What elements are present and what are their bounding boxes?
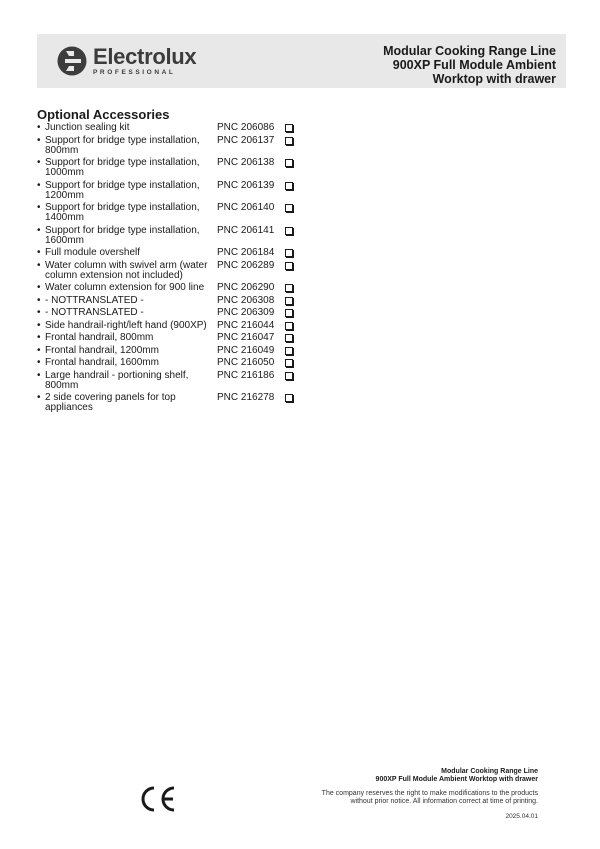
accessory-name: Support for bridge type installation, 1400mm <box>45 202 200 223</box>
checkbox-icon[interactable] <box>285 309 293 317</box>
section-title: Optional Accessories <box>37 107 170 122</box>
list-item <box>37 346 297 356</box>
accessory-pnc: PNC 206290 <box>217 282 275 293</box>
list-item <box>37 283 297 293</box>
title-line: 900XP Full Module Ambient <box>392 58 556 72</box>
list-item <box>37 181 297 201</box>
bullet-icon: • <box>37 179 41 191</box>
accessory-pnc: PNC 206289 <box>217 259 275 271</box>
checkbox-icon[interactable] <box>285 372 293 380</box>
checkbox-icon[interactable] <box>285 359 293 367</box>
list-item <box>37 261 297 281</box>
list-item <box>37 333 297 343</box>
accessory-pnc: PNC 206184 <box>217 247 275 258</box>
bullet-icon: • <box>37 294 41 306</box>
accessory-pnc: PNC 206137 <box>217 134 275 146</box>
accessory-pnc: PNC 206138 <box>217 157 275 168</box>
checkbox-icon[interactable] <box>285 204 293 212</box>
checkbox-icon[interactable] <box>285 124 293 132</box>
list-item <box>37 321 297 331</box>
accessory-name: Water column with swivel arm (water column extension not included) <box>45 259 208 281</box>
document-title <box>383 44 556 86</box>
footer-disclaimer <box>322 790 538 806</box>
title-line: Modular Cooking Range Line <box>383 44 556 58</box>
checkbox-icon[interactable] <box>285 394 293 402</box>
accessory-name: Full module overshelf <box>45 247 141 258</box>
bullet-icon: • <box>37 157 41 168</box>
accessory-name: Support for bridge type installation, 1200mm <box>45 179 200 201</box>
accessory-pnc: PNC 216047 <box>217 332 275 343</box>
electrolux-logo-icon <box>57 46 87 76</box>
accessory-pnc: PNC 206086 <box>217 122 275 133</box>
accessory-pnc: PNC 216050 <box>217 357 275 368</box>
list-item <box>37 136 297 156</box>
bullet-icon: • <box>37 259 41 271</box>
header-band <box>37 34 566 88</box>
accessory-pnc: PNC 216049 <box>217 344 275 356</box>
bullet-icon: • <box>37 357 41 368</box>
ce-mark-icon <box>138 785 178 813</box>
list-item <box>37 358 297 368</box>
accessory-name: Frontal handrail, 800mm <box>45 332 154 343</box>
checkbox-icon[interactable] <box>285 249 293 257</box>
accessory-name: - NOTTRANSLATED - <box>45 294 144 306</box>
bullet-icon: • <box>37 369 41 381</box>
bullet-icon: • <box>37 332 41 343</box>
accessory-name: Support for bridge type installation, 1000mm <box>45 157 200 178</box>
accessory-name: - NOTTRANSLATED - <box>45 307 144 318</box>
accessory-pnc: PNC 216278 <box>217 392 275 403</box>
list-item <box>37 371 297 391</box>
checkbox-icon[interactable] <box>285 322 293 330</box>
bullet-icon: • <box>37 122 41 133</box>
checkbox-icon[interactable] <box>285 137 293 145</box>
brand-subtitle: PROFESSIONAL <box>93 68 176 76</box>
accessory-pnc: PNC 216044 <box>217 319 275 331</box>
list-item <box>37 296 297 306</box>
bullet-icon: • <box>37 224 41 236</box>
bullet-icon: • <box>37 202 41 213</box>
bullet-icon: • <box>37 247 41 258</box>
checkbox-icon[interactable] <box>285 227 293 235</box>
bullet-icon: • <box>37 319 41 331</box>
title-line: Worktop with drawer <box>432 72 556 86</box>
list-item <box>37 123 297 133</box>
accessory-name: Frontal handrail, 1600mm <box>45 357 159 368</box>
footer-disclaimer-line: without prior notice. All information correct at time of printing. <box>350 798 538 805</box>
checkbox-icon[interactable] <box>285 159 293 167</box>
checkbox-icon[interactable] <box>285 334 293 342</box>
accessory-name: 2 side covering panels for top appliances <box>45 392 176 413</box>
accessories-list <box>37 123 297 416</box>
accessory-name: Support for bridge type installation, 1600mm <box>45 224 200 246</box>
accessory-pnc: PNC 206140 <box>217 202 275 213</box>
footer-date: 2025.04.01 <box>505 813 538 820</box>
footer-product-line: 900XP Full Module Ambient Worktop with drawer <box>375 776 538 783</box>
list-item <box>37 393 297 413</box>
brand-logo <box>57 44 196 78</box>
bullet-icon: • <box>37 392 41 403</box>
checkbox-icon[interactable] <box>285 262 293 270</box>
accessory-pnc: PNC 206309 <box>217 307 275 318</box>
bullet-icon: • <box>37 344 41 356</box>
accessory-name: Frontal handrail, 1200mm <box>45 344 159 356</box>
accessory-name: Large handrail - portioning shelf, 800mm <box>45 369 189 391</box>
list-item <box>37 308 297 318</box>
footer-product-line: Modular Cooking Range Line <box>441 768 538 775</box>
brand-name: Electrolux <box>93 43 197 69</box>
list-item <box>37 158 297 178</box>
list-item <box>37 203 297 223</box>
list-item <box>37 226 297 246</box>
accessory-pnc: PNC 206139 <box>217 179 275 191</box>
checkbox-icon[interactable] <box>285 182 293 190</box>
footer-product-name <box>376 768 538 784</box>
footer-disclaimer-line: The company reserves the right to make modifications to the products <box>321 790 538 797</box>
checkbox-icon[interactable] <box>285 284 293 292</box>
accessory-pnc: PNC 206308 <box>217 294 275 306</box>
accessory-name: Support for bridge type installation, 800mm <box>45 134 200 156</box>
bullet-icon: • <box>37 134 41 146</box>
accessory-pnc: PNC 206141 <box>217 224 275 236</box>
accessory-name: Water column extension for 900 line <box>45 282 205 293</box>
accessory-name: Side handrail-right/left hand (900XP) <box>45 319 207 331</box>
bullet-icon: • <box>37 307 41 318</box>
bullet-icon: • <box>37 282 41 293</box>
checkbox-icon[interactable] <box>285 347 293 355</box>
checkbox-icon[interactable] <box>285 297 293 305</box>
accessory-name: Junction sealing kit <box>45 122 130 133</box>
list-item <box>37 248 297 258</box>
accessory-pnc: PNC 216186 <box>217 369 275 381</box>
